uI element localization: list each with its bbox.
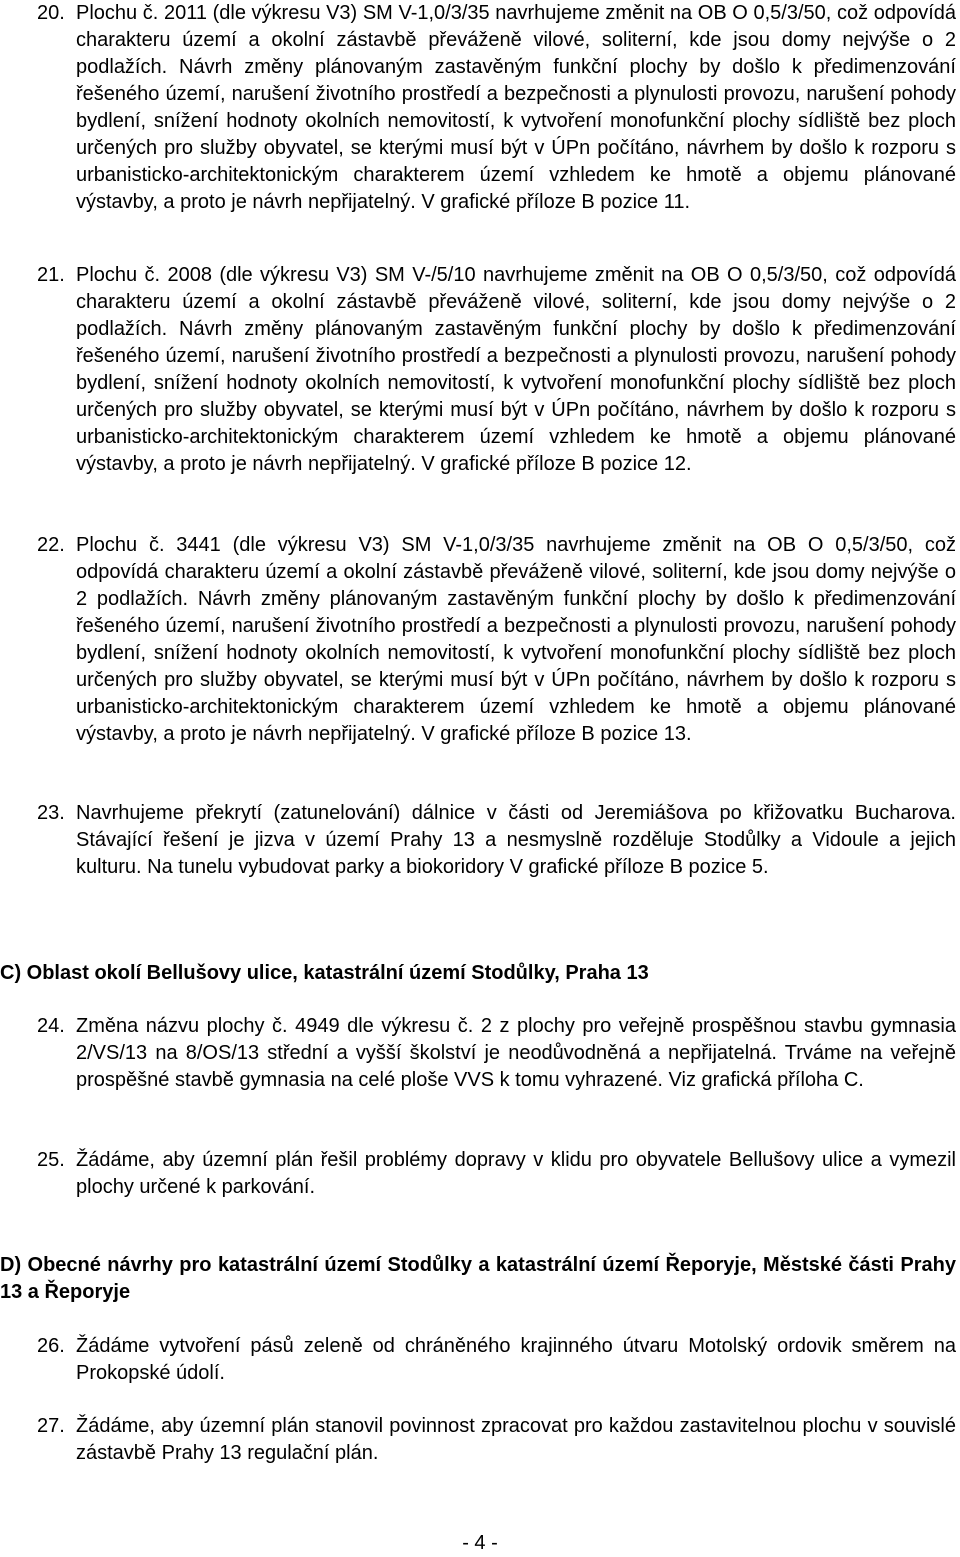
page-number: - 4 - xyxy=(462,1532,498,1554)
item-text: Navrhujeme překrytí (zatunelování) dálnice v části od Jeremiášova po křižovatku Bucharova. Stávající řešení je jizva v území Prahy 13 a nesmyslně rozděluje Stodůlky a Vidoule a jejich kulturu. Na tunelu vybudovat parky a biokoridory V grafické příloze B pozice 5. xyxy=(76,802,956,878)
list-item-27 xyxy=(0,1413,960,1467)
list-item-25 xyxy=(0,1147,960,1201)
list-item-26 xyxy=(0,1333,960,1387)
item-number: 25. xyxy=(37,1149,65,1171)
item-text: Žádáme, aby územní plán stanovil povinnost zpracovat pro každou zastavitelnou plochu v souvislé zástavbě Prahy 13 regulační plán. xyxy=(76,1415,956,1464)
section-d-heading: D) Obecné návrhy pro katastrální území Stodůlky a katastrální území Řeporyje, Městské části Prahy 13 a Řeporyje xyxy=(0,1254,956,1303)
item-number: 22. xyxy=(37,534,65,556)
item-text: Žádáme vytvoření pásů zeleně od chráněného krajinného útvaru Motolský ordovik směrem na Prokopské údolí. xyxy=(76,1335,956,1384)
item-number: 21. xyxy=(37,264,65,286)
item-number: 20. xyxy=(37,2,65,24)
item-text: Žádáme, aby územní plán řešil problémy dopravy v klidu pro obyvatele Bellušovy ulice a vymezil plochy určené k parkování. xyxy=(76,1149,956,1198)
item-text: Změna názvu plochy č. 4949 dle výkresu č. 2 z plochy pro veřejně prospěšnou stavbu gymnasia 2/VS/13 na 8/OS/13 střední a vyšší školství je neodůvodněná a nepřijatelná. Trváme na veřejně prospěšné stavbě gymnasia na celé ploše VVS k tomu vyhrazené. Viz grafická příloha C. xyxy=(76,1015,956,1091)
item-text: Plochu č. 2008 (dle výkresu V3) SM V-/5/10 navrhujeme změnit na OB O 0,5/3/50, což odpovídá charakteru území a okolní zástavbě převáženě vilové, soliterní, kde jsou domy nejvýše o 2 podlažích. Návrh změny plánovaným zastavěným funkční plochy by došlo k předimenzování řešeného území, narušení životního prostředí a bezpečnosti a plynulosti provozu, narušení pohody bydlení, snížení hodnoty okolních nemovitostí, k vytvoření monofunkční plochy sídliště bez ploch určených pro služby obyvatel, se kterými musí být v ÚPn počítáno, návrhem by došlo k rozporu s urbanisticko-architektonickým charakterem území vzhledem ke hmotě a objemu plánované výstavby, a proto je návrh nepřijatelný. V grafické příloze B pozice 12. xyxy=(76,264,956,475)
item-number: 27. xyxy=(37,1415,65,1437)
item-number: 26. xyxy=(37,1335,65,1357)
list-item-22 xyxy=(0,532,960,748)
list-item-21 xyxy=(0,262,960,478)
section-c-heading: C) Oblast okolí Bellušovy ulice, katastrální území Stodůlky, Praha 13 xyxy=(0,962,649,984)
list-item-23 xyxy=(0,800,960,881)
item-text: Plochu č. 3441 (dle výkresu V3) SM V-1,0/3/35 navrhujeme změnit na OB O 0,5/3/50, což odpovídá charakteru území a okolní zástavbě převáženě vilové, soliterní, kde jsou domy nejvýše o 2 podlažích. Návrh změny plánovaným zastavěným funkční plochy by došlo k předimenzování řešeného území, narušení životního prostředí a bezpečnosti a plynulosti provozu, narušení pohody bydlení, snížení hodnoty okolních nemovitostí, k vytvoření monofunkční plochy sídliště bez ploch určených pro služby obyvatel, se kterými musí být v ÚPn počítáno, návrhem by došlo k rozporu s urbanisticko-architektonickým charakterem území vzhledem ke hmotě a objemu plánované výstavby, a proto je návrh nepřijatelný. V grafické příloze B pozice 13. xyxy=(76,534,956,745)
item-number: 24. xyxy=(37,1015,65,1037)
list-item-24 xyxy=(0,1013,960,1094)
item-number: 23. xyxy=(37,802,65,824)
item-text: Plochu č. 2011 (dle výkresu V3) SM V-1,0/3/35 navrhujeme změnit na OB O 0,5/3/50, což odpovídá charakteru území a okolní zástavbě převáženě vilové, soliterní, kde jsou domy nejvýše o 2 podlažích. Návrh změny plánovaným zastavěným funkční plochy by došlo k předimenzování řešeného území, narušení životního prostředí a bezpečnosti a plynulosti provozu, narušení pohody bydlení, snížení hodnoty okolních nemovitostí, k vytvoření monofunkční plochy sídliště bez ploch určených pro služby obyvatel, se kterými musí být v ÚPn počítáno, návrhem by došlo k rozporu s urbanisticko-architektonickým charakterem území vzhledem ke hmotě a objemu plánované výstavby, a proto je návrh nepřijatelný. V grafické příloze B pozice 11. xyxy=(76,2,956,213)
list-item-20 xyxy=(0,0,960,216)
